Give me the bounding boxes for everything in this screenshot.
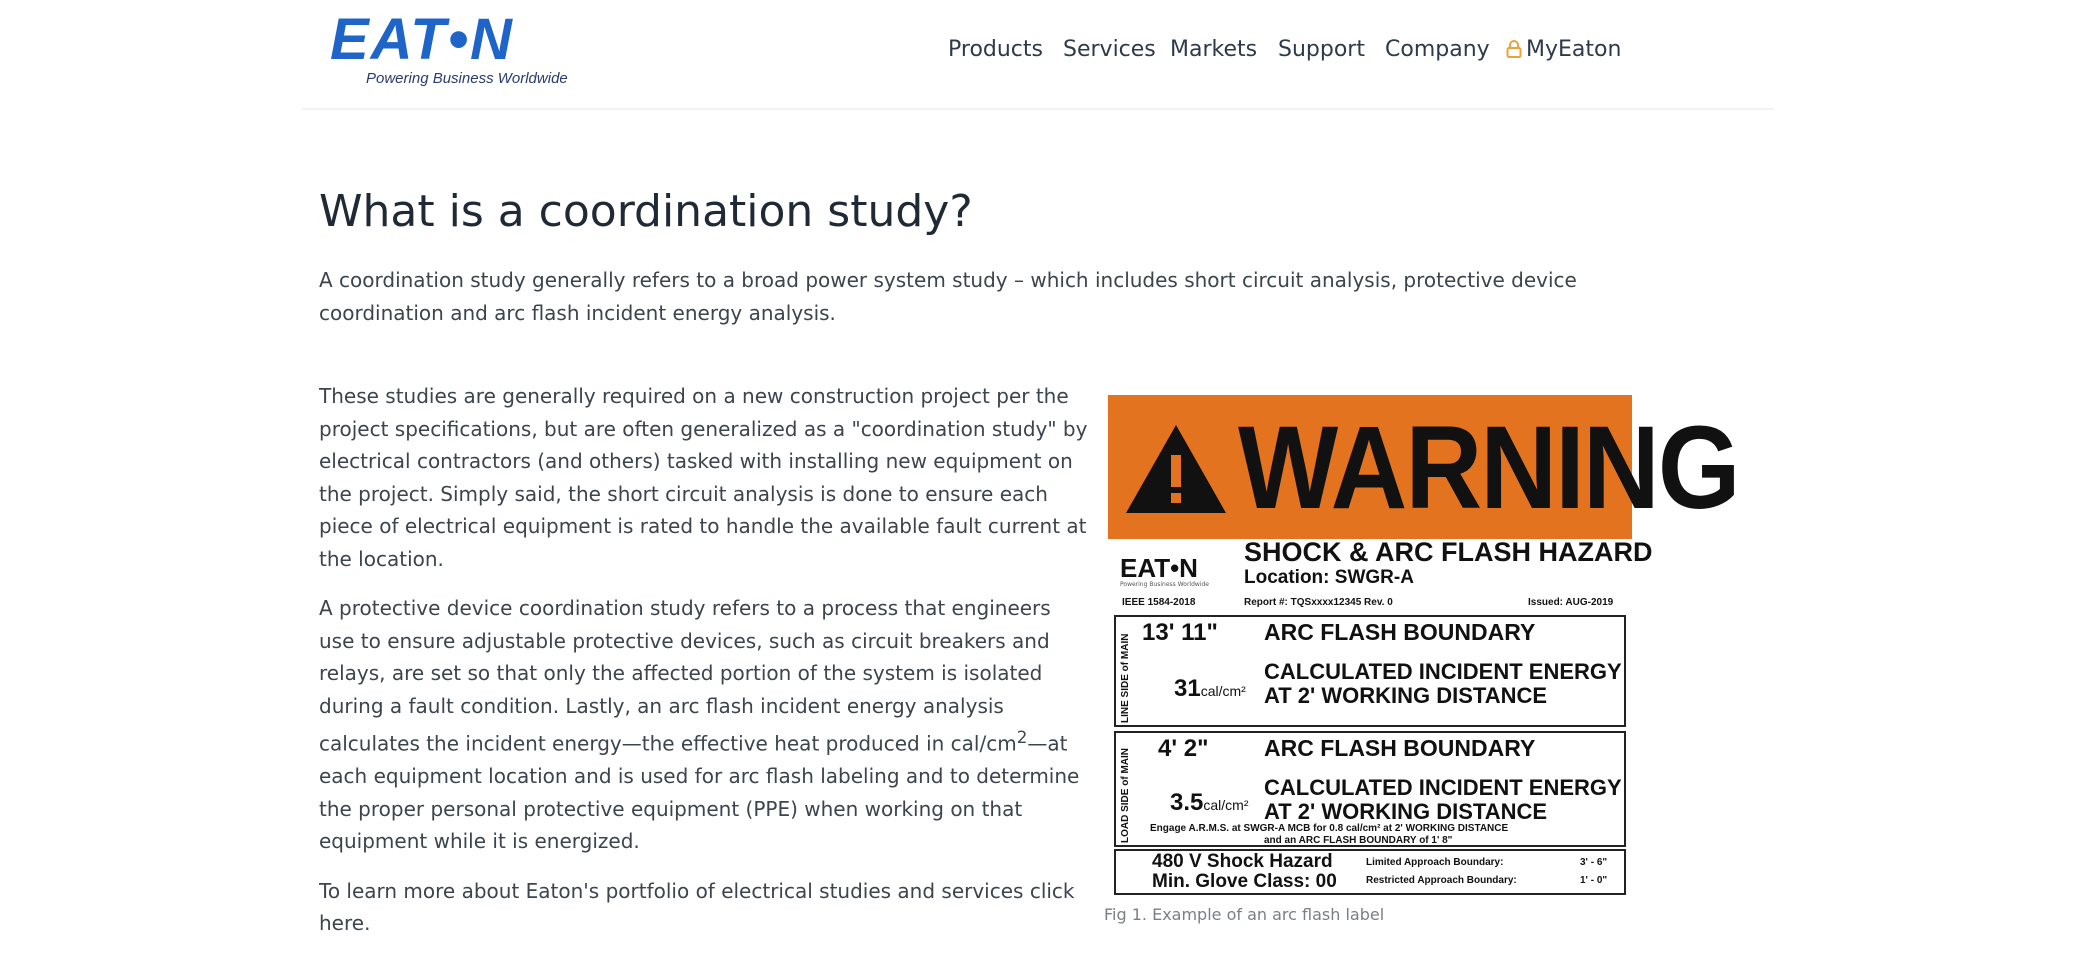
nav-myeaton-label: MyEaton [1526, 37, 1622, 62]
warning-triangle-icon [1122, 421, 1230, 517]
nav-myeaton[interactable] [1506, 33, 1621, 67]
nav-products[interactable]: Products [948, 37, 1043, 62]
warning-word: WARNING [1238, 402, 1739, 534]
load-energy-label-1: CALCULATED INCIDENT ENERGY [1264, 775, 1622, 800]
arms-note-2: and an ARC FLASH BOUNDARY of 1' 8" [1264, 835, 1453, 846]
limited-approach-label: Limited Approach Boundary: [1366, 857, 1504, 868]
line-boundary-value: 13' 11" [1142, 619, 1218, 646]
nav-company[interactable]: Company [1385, 37, 1490, 62]
label-standard: IEEE 1584-2018 [1122, 597, 1196, 608]
label-issued: Issued: AUG-2019 [1528, 597, 1614, 608]
page-title: What is a coordination study? [319, 186, 973, 237]
paragraph-studies: These studies are generally required on a new construction project per the project specifications, but are often generalized as a "coordination study" by electrical contractors (and others) tasked with installing new equipment on the project. Simply said, the short circuit analysis is done to ensure each piece of electrical equipment is rated to handle the available fault current at the location. [319, 384, 1088, 571]
nav-support[interactable]: Support [1278, 37, 1365, 62]
paragraph-coordination-text-1: A protective device coordination study refers to a process that engineers use to ensure adjustable protective devices, such as circuit breakers and relays, are set so that only the affected portion of the system is isolated during a fault condition. Lastly, an arc flash incident energy analysis calculates the incident energy—the effective heat produced in cal/cm [319, 596, 1051, 756]
line-energy-unit: cal/cm² [1200, 683, 1246, 699]
main-nav [0, 33, 2076, 67]
limited-approach-value: 3' - 6" [1580, 857, 1608, 868]
load-energy-label-2: AT 2' WORKING DISTANCE [1264, 799, 1548, 824]
glove-class: Min. Glove Class: 00 [1152, 871, 1337, 892]
superscript-2: 2 [1016, 728, 1028, 747]
learn-more-text: To learn more about Eaton's portfolio of electrical studies and services click [319, 878, 1075, 903]
line-boundary-label: ARC FLASH BOUNDARY [1264, 619, 1536, 645]
shock-hazard: 480 V Shock Hazard [1152, 851, 1333, 872]
arms-note-1: Engage A.R.M.S. at SWGR-A MCB for 0.8 cal/cm² at 2' WORKING DISTANCE [1150, 823, 1509, 834]
restricted-approach-label: Restricted Approach Boundary: [1366, 875, 1517, 886]
label-report: Report #: TQSxxxx12345 Rev. 0 [1244, 597, 1393, 608]
label-logo: EAT•N [1120, 553, 1198, 583]
line-energy-value [1174, 675, 1246, 703]
figure-caption: Fig 1. Example of an arc flash label [1104, 905, 1385, 924]
intro-paragraph: A coordination study generally refers to a broad power system study – which includes short circuit analysis, protective device coordination and arc flash incident energy analysis. [319, 268, 1577, 325]
label-logo-tagline: Powering Business Worldwide [1120, 581, 1209, 588]
label-title: SHOCK & ARC FLASH HAZARD [1244, 537, 1653, 567]
load-boundary-value: 4' 2" [1158, 735, 1209, 762]
line-energy-number: 31 [1174, 675, 1201, 702]
learn-more-period: . [364, 911, 371, 936]
arc-flash-label-image [1108, 395, 1739, 895]
load-energy-unit: cal/cm² [1203, 797, 1249, 813]
line-energy-label-1: CALCULATED INCIDENT ENERGY [1264, 659, 1622, 684]
load-energy-number: 3.5 [1170, 789, 1204, 816]
header-divider [302, 108, 1774, 110]
article-body [319, 380, 1089, 957]
logo-wordmark: EAT•N [330, 7, 514, 72]
load-side-label: LOAD SIDE of MAIN [1120, 748, 1131, 843]
here-link[interactable]: here [319, 911, 365, 936]
nav-services[interactable]: Services [1063, 37, 1156, 62]
paragraph-learn-more [319, 875, 1089, 940]
lock-icon [1506, 40, 1522, 58]
paragraph-coordination [319, 592, 1089, 858]
warning-band [1108, 395, 1739, 539]
label-location: Location: SWGR-A [1244, 567, 1414, 588]
load-boundary-label: ARC FLASH BOUNDARY [1264, 735, 1536, 761]
restricted-approach-value: 1' - 0" [1580, 875, 1608, 886]
nav-markets[interactable]: Markets [1170, 37, 1258, 62]
paragraph-coordination-text-2: —at each equipment location and is used for arc flash labeling and to determine the proper personal protective equipment (PPE) when working on that equipment while it is energized. [319, 731, 1080, 854]
line-side-label: LINE SIDE of MAIN [1120, 633, 1131, 723]
logo-tagline: Powering Business Worldwide [366, 70, 568, 87]
line-energy-label-2: AT 2' WORKING DISTANCE [1264, 683, 1548, 708]
load-energy-value [1170, 789, 1249, 817]
